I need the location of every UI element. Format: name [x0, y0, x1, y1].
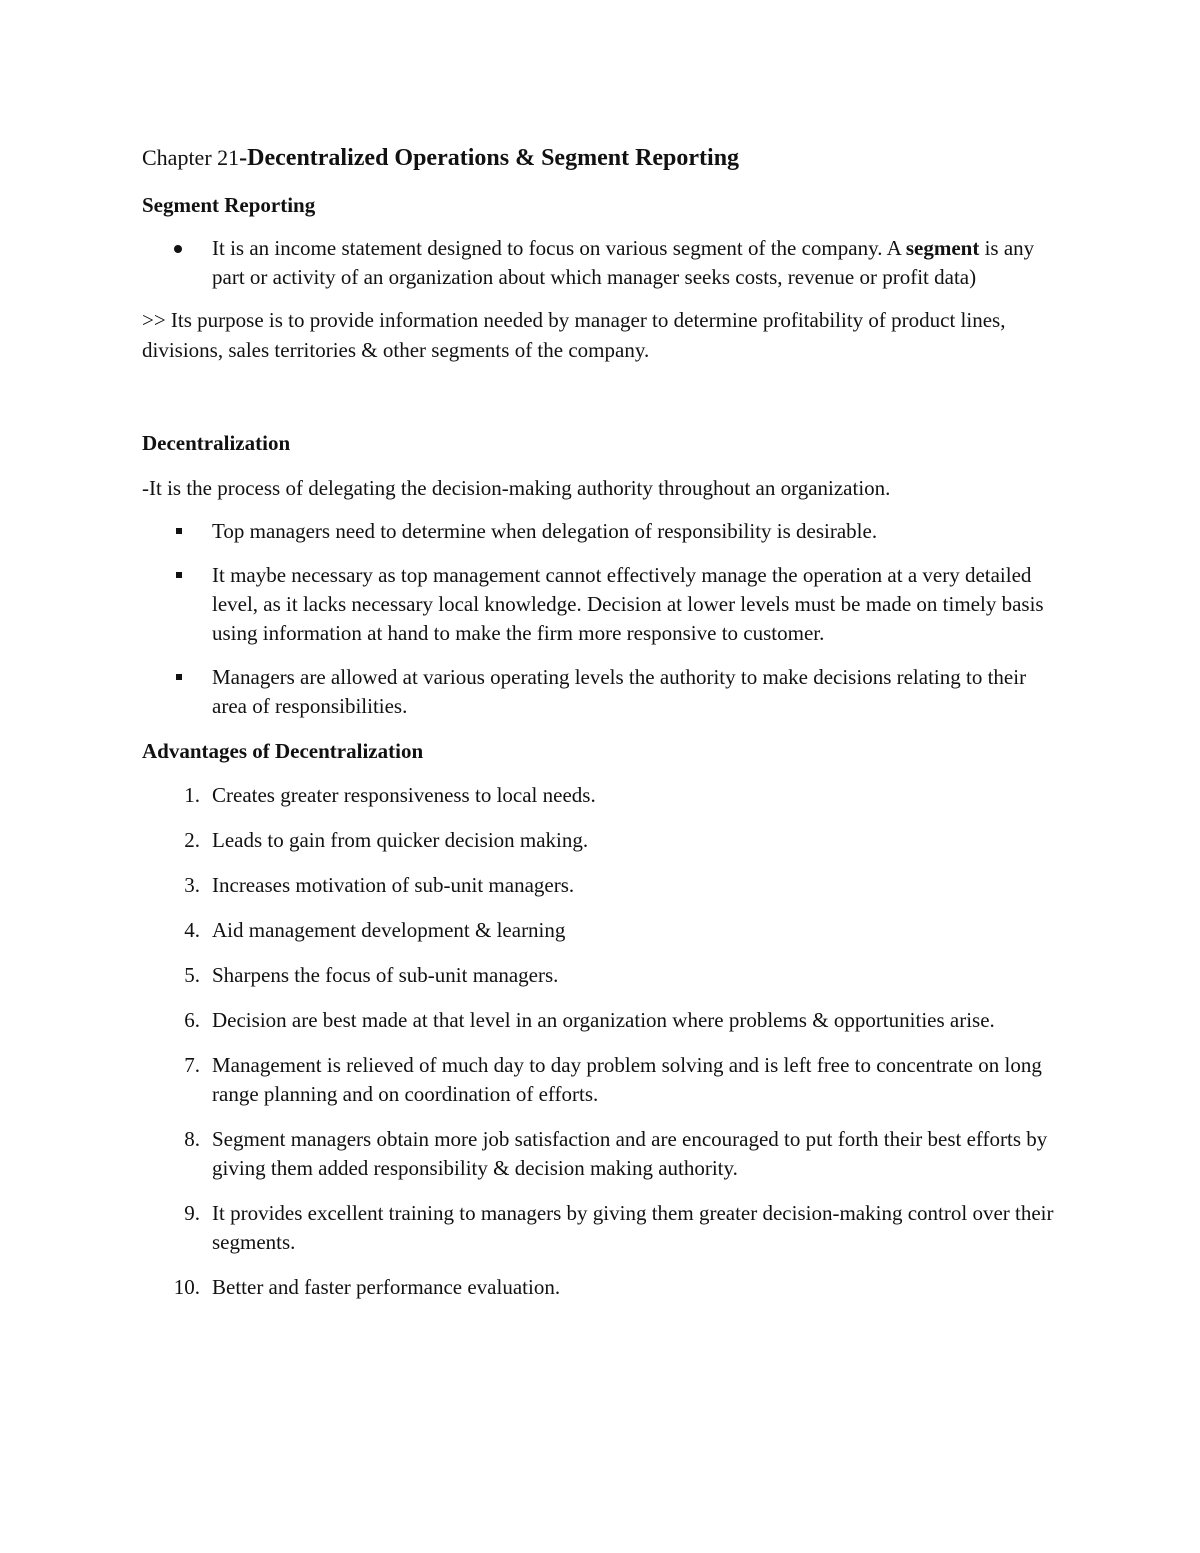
item-number: 9.: [184, 1201, 200, 1225]
item-text: Decision are best made at that level in an organization where problems & opportunities arise.: [212, 1008, 995, 1032]
decentralization-definition: -It is the process of delegating the decision-making authority throughout an organization.: [142, 476, 891, 500]
advantages-list: [142, 781, 1062, 1302]
list-item: [142, 517, 1062, 546]
bullet-square-icon: [176, 674, 182, 680]
segment-purpose-paragraph: >> Its purpose is to provide information needed by manager to determine profitability of product lines, divisions, sales territories & other segments of the company.: [142, 308, 1006, 362]
list-item: [142, 1125, 1062, 1183]
list-item: [142, 663, 1062, 721]
segment-reporting-list: [142, 234, 1062, 292]
segment-text-part2: is any part or activity of an organization about which manager seeks costs, revenue or profit data): [212, 236, 1035, 289]
list-item: [142, 1273, 1062, 1302]
segment-reporting-heading: Segment Reporting: [142, 193, 316, 217]
list-item: [142, 561, 1062, 648]
page-title: [142, 140, 1062, 176]
segment-term: segment: [905, 236, 980, 260]
list-item: [142, 871, 1062, 900]
decentralization-heading: Decentralization: [142, 431, 291, 455]
item-number: 7.: [184, 1053, 200, 1077]
item-text: Management is relieved of much day to day problem solving and is left free to concentrate on long range planning and on coordination of efforts.: [212, 1053, 1042, 1106]
item-number: 1.: [184, 783, 200, 807]
bullet-square-icon: [176, 528, 182, 534]
advantages-heading: Advantages of Decentralization: [142, 739, 424, 763]
list-item: [142, 961, 1062, 990]
title-rest: -Decentralized Operations & Segment Reporting: [239, 145, 740, 171]
item-text: Segment managers obtain more job satisfaction and are encouraged to put forth their best efforts by giving them added responsibility & decision making authority.: [212, 1127, 1048, 1180]
decentralization-points: [142, 517, 1062, 721]
item-number: 2.: [184, 828, 200, 852]
item-text: Leads to gain from quicker decision making.: [212, 828, 589, 852]
item-text: Better and faster performance evaluation.: [212, 1275, 561, 1299]
point-text: Top managers need to determine when delegation of responsibility is desirable.: [212, 519, 878, 543]
item-text: Increases motivation of sub-unit managers.: [212, 873, 575, 897]
bullet-square-icon: [176, 572, 182, 578]
document-page: [142, 140, 1062, 1302]
list-item: [142, 234, 1062, 292]
point-text: Managers are allowed at various operating levels the authority to make decisions relating to their area of responsibilities.: [212, 665, 1027, 718]
item-text: Aid management development & learning: [212, 918, 566, 942]
item-number: 10.: [173, 1275, 200, 1299]
item-number: 4.: [184, 918, 200, 942]
item-text: It provides excellent training to managers by giving them greater decision-making control over their segments.: [212, 1201, 1054, 1254]
list-item: [142, 1199, 1062, 1257]
list-item: [142, 916, 1062, 945]
bullet-dot-icon: [174, 245, 182, 253]
point-text: It maybe necessary as top management cannot effectively manage the operation at a very detailed level, as it lacks necessary local knowledge. Decision at lower levels must be made on timely basis using information at hand to make the firm more responsive to customer.: [212, 563, 1044, 645]
item-number: 5.: [184, 963, 200, 987]
item-number: 3.: [184, 873, 200, 897]
list-item: [142, 1006, 1062, 1035]
item-number: 8.: [184, 1127, 200, 1151]
item-text: Creates greater responsiveness to local needs.: [212, 783, 596, 807]
list-item: [142, 826, 1062, 855]
segment-text-part1: It is an income statement designed to focus on various segment of the company. A: [212, 236, 906, 260]
title-prefix: Chapter 21: [142, 145, 240, 170]
list-item: [142, 781, 1062, 810]
item-number: 6.: [184, 1008, 200, 1032]
list-item: [142, 1051, 1062, 1109]
item-text: Sharpens the focus of sub-unit managers.: [212, 963, 559, 987]
